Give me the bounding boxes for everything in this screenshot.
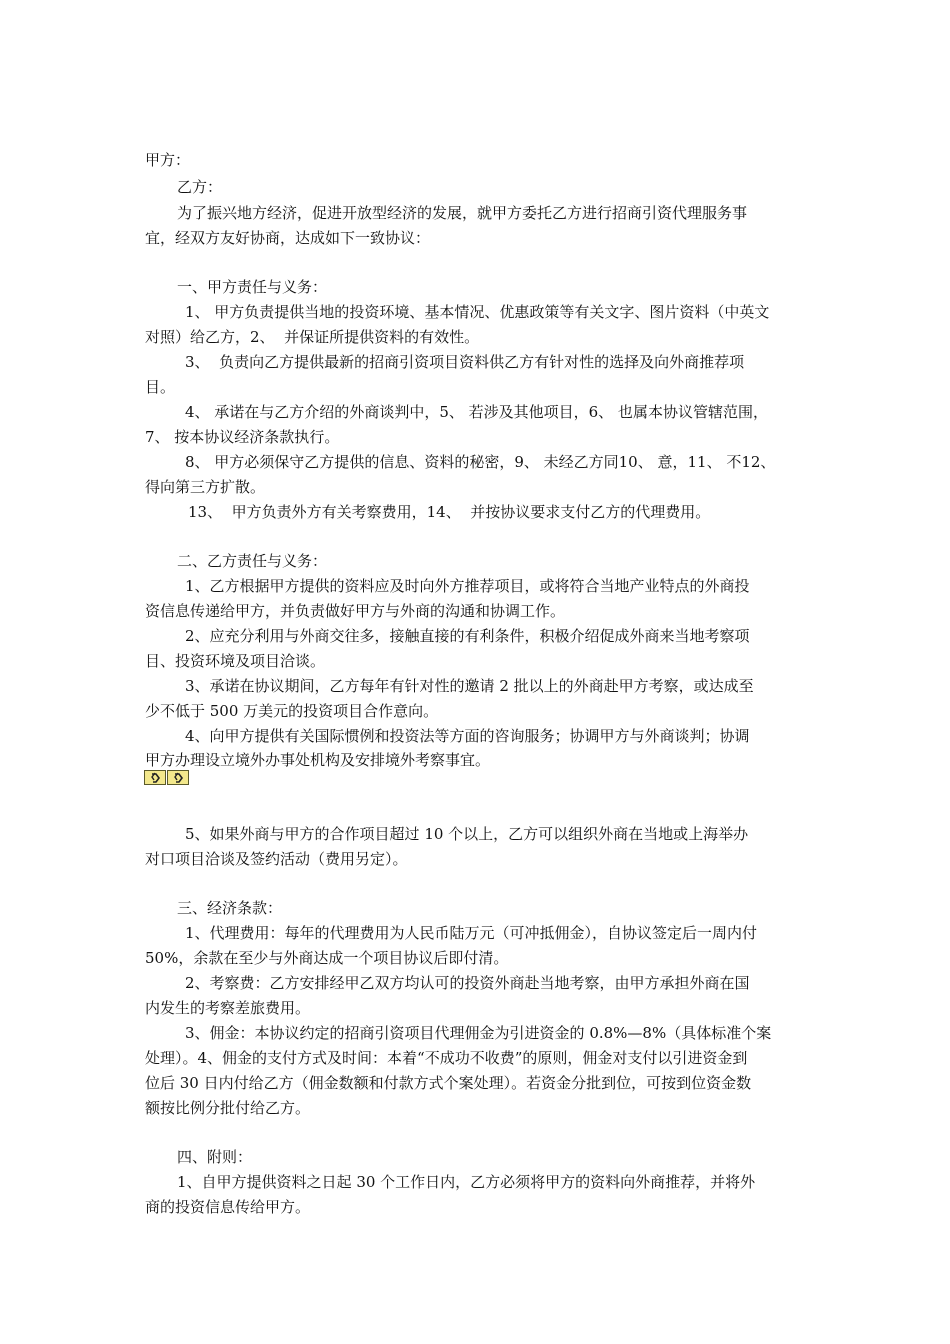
section2-line: 资信息传递给甲方，并负责做好甲方与外商的沟通和协调工作。: [145, 602, 566, 620]
section2-line: 少不低于 500 万美元的投资项目合作意向。: [145, 702, 439, 720]
section2-line: 对口项目洽谈及签约活动（费用另定）。: [145, 850, 408, 868]
party-a-label: 甲方：: [145, 151, 191, 169]
section3-line: 50%，余款在至少与外商达成一个项目协议后即付清。: [145, 949, 509, 967]
section1-line: 4、 承诺在与乙方介绍的外商谈判中，5、 若涉及其他项目，6、 也属本协议管辖范围，: [185, 403, 768, 421]
section1-line: 8、 甲方必须保守乙方提供的信息、资料的秘密，9、 未经乙方同10、 意，11、 不12、: [185, 453, 776, 471]
embedded-object-icons: [144, 770, 189, 787]
section3-line: 1、代理费用：每年的代理费用为人民币陆万元（可冲抵佣金），自协议签定后一周内付: [185, 924, 758, 942]
section1-line: 7、 按本协议经济条款执行。: [145, 428, 340, 446]
section4-line: 1、自甲方提供资料之日起 30 个工作日内，乙方必须将甲方的资料向外商推荐，并将外: [177, 1173, 756, 1191]
section3-line: 处理）。4、佣金的支付方式及时间：本着“不成功不收费”的原则，佣金对支付以引进资金到: [145, 1049, 748, 1067]
section4-line: 商的投资信息传给甲方。: [145, 1198, 311, 1216]
section1-line: 目。: [145, 378, 176, 396]
link-icon[interactable]: [144, 770, 166, 785]
link-icon[interactable]: [167, 770, 189, 785]
section2-line: 2、应充分利用与外商交往多，接触直接的有利条件，积极介绍促成外商来当地考察项: [185, 627, 750, 645]
intro-line: 宜，经双方友好协商，达成如下一致协议：: [145, 229, 431, 247]
section2-line: 4、向甲方提供有关国际惯例和投资法等方面的咨询服务；协调甲方与外商谈判；协调: [185, 727, 750, 745]
party-b-label: 乙方：: [177, 178, 223, 196]
section3-line: 3、佣金：本协议约定的招商引资项目代理佣金为引进资金的 0.8%—8%（具体标准个案: [185, 1024, 772, 1042]
section1-line: 得向第三方扩散。: [145, 478, 266, 496]
section1-line: 3、 负责向乙方提供最新的招商引资项目资料供乙方有针对性的选择及向外商推荐项: [185, 353, 745, 371]
section3-line: 额按比例分批付给乙方。: [145, 1099, 311, 1117]
section3-heading: 三、经济条款：: [177, 899, 283, 917]
section1-line: 13、 甲方负责外方有关考察费用，14、 并按协议要求支付乙方的代理费用。: [188, 503, 711, 521]
section1-line: 1、 甲方负责提供当地的投资环境、基本情况、优惠政策等有关文字、图片资料（中英文: [185, 303, 770, 321]
section3-line: 位后 30 日内付给乙方（佣金数额和付款方式个案处理）。若资金分批到位，可按到位资金数: [145, 1074, 752, 1092]
section4-heading: 四、附则：: [177, 1148, 253, 1166]
section2-line: 5、如果外商与甲方的合作项目超过 10 个以上，乙方可以组织外商在当地或上海举办: [185, 825, 749, 843]
section2-line: 3、承诺在协议期间，乙方每年有针对性的邀请 2 批以上的外商赴甲方考察，或达成至: [185, 677, 754, 695]
section2-line: 甲方办理设立境外办事处机构及安排境外考察事宜。: [145, 751, 491, 769]
section2-line: 1、乙方根据甲方提供的资料应及时向外方推荐项目，或将符合当地产业特点的外商投: [185, 577, 750, 595]
section1-heading: 一、甲方责任与义务：: [177, 278, 328, 296]
section1-line: 对照）给乙方，2、 并保证所提供资料的有效性。: [145, 328, 480, 346]
section2-line: 目、投资环境及项目洽谈。: [145, 652, 326, 670]
section2-heading: 二、乙方责任与义务：: [177, 552, 328, 570]
section3-line: 内发生的考察差旅费用。: [145, 999, 311, 1017]
section3-line: 2、考察费：乙方安排经甲乙双方均认可的投资外商赴当地考察，由甲方承担外商在国: [185, 974, 750, 992]
intro-line: 为了振兴地方经济，促进开放型经济的发展，就甲方委托乙方进行招商引资代理服务事: [177, 204, 748, 222]
